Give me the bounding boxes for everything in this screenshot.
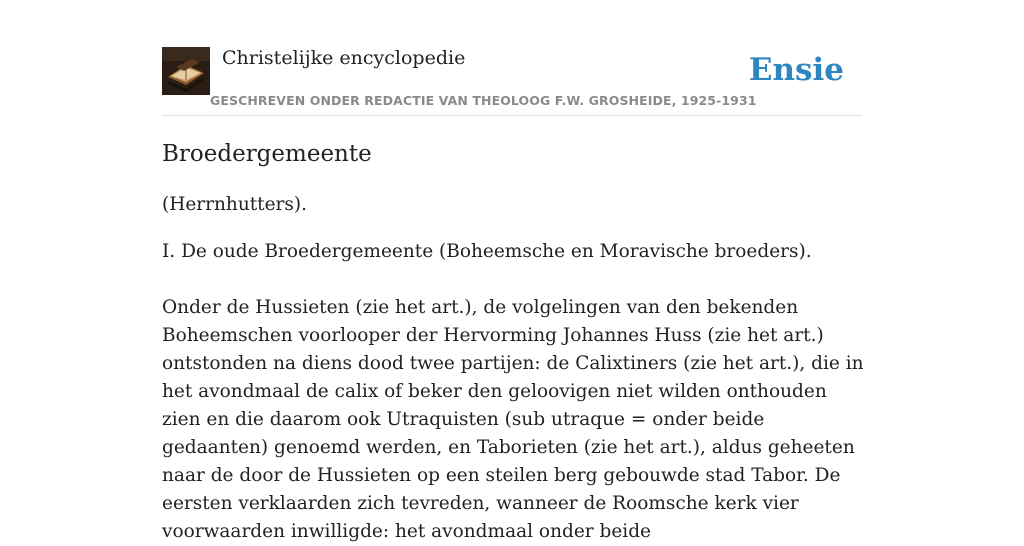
article-paragraph: I. De oude Broedergemeente (Boheemsche en Moravische broeders). xyxy=(162,241,812,262)
encyclopedia-avatar[interactable] xyxy=(162,47,210,95)
article-paragraph: (Herrnhutters). xyxy=(162,194,307,215)
article xyxy=(162,139,867,546)
site-subtitle: GESCHREVEN ONDER REDACTIE VAN THEOLOOG F.W. GROSHEIDE, 1925-1931 xyxy=(210,93,757,108)
header-divider xyxy=(162,115,862,116)
site-header xyxy=(162,46,862,116)
article-paragraph: Onder de Hussieten (zie het art.), de volgelingen van den bekenden Boheemschen voorlooper der Hervorming Johannes Huss (zie het art.) ontstonden na diens dood twee partijen: de Calixtiners (zie het art.), die in het avondmaal de calix of beker den geloovigen niet wilden onthouden zien en die daarom ook Utraquisten (sub utraque = onder beide gedaanten) genoemd werden, en Taborieten (zie het art.), aldus geheeten naar de door de Hussieten op een steilen berg gebouwde stad Tabor. De eersten verklaarden zich tevreden, wanneer de Roomsche kerk vier voorwaarden inwilligde: het avondmaal onder beide xyxy=(162,297,864,542)
site-title[interactable]: Christelijke encyclopedie xyxy=(222,47,466,69)
brand-logo-link[interactable]: Ensie xyxy=(748,52,844,88)
article-title: Broedergemeente xyxy=(162,141,372,167)
book-image-icon xyxy=(162,47,210,95)
